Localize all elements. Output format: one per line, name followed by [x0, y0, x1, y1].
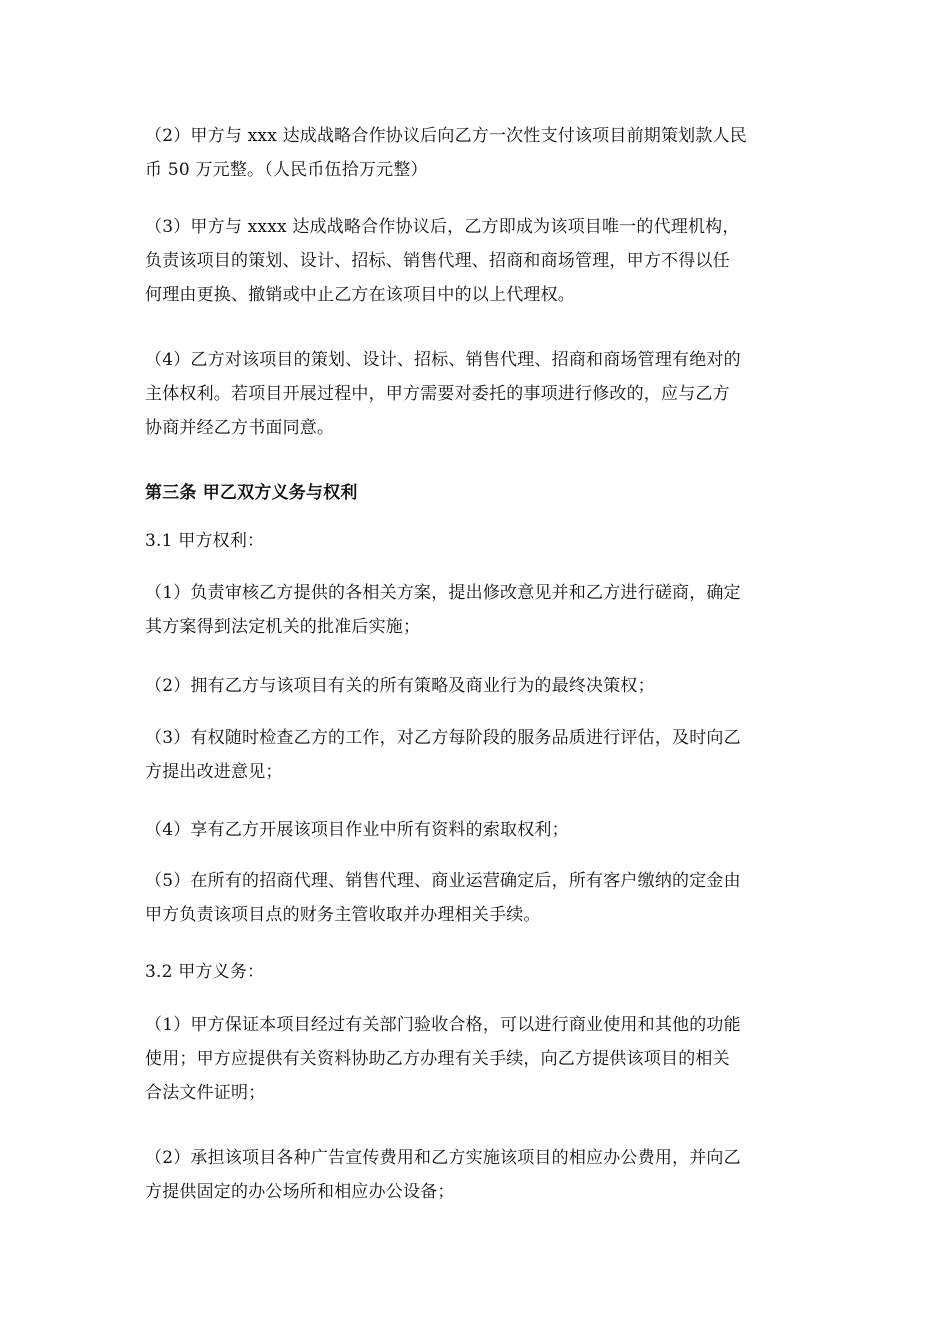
- text-line: （4）乙方对该项目的策划、设计、招标、销售代理、招商和商场管理有绝对的: [145, 350, 741, 370]
- text-line: （1）甲方保证本项目经过有关部门验收合格，可以进行商业使用和其他的功能: [145, 1015, 741, 1035]
- text-line: 何理由更换、撤销或中止乙方在该项目中的以上代理权。: [145, 285, 575, 305]
- text-line: （5）在所有的招商代理、销售代理、商业运营确定后，所有客户缴纳的定金由: [145, 871, 741, 891]
- text-line: 方提供固定的办公场所和相应办公设备；: [145, 1182, 455, 1202]
- clause-3-1-item-4: [145, 813, 810, 847]
- text-line: （1）负责审核乙方提供的各相关方案，提出修改意见并和乙方进行磋商，确定: [145, 583, 741, 603]
- text-line: 负责该项目的策划、设计、招标、销售代理、招商和商场管理，甲方不得以任: [145, 251, 730, 271]
- text-line: 其方案得到法定机关的批准后实施；: [145, 617, 421, 637]
- paragraph-3-exclusive-agency: [145, 210, 810, 312]
- text-line: （2）承担该项目各种广告宣传费用和乙方实施该项目的相应办公费用，并向乙: [145, 1148, 741, 1168]
- text-line: （4）享有乙方开展该项目作业中所有资料的索取权利；: [145, 820, 569, 840]
- subsection-3-2-heading: [145, 955, 810, 989]
- text-line: 方提出改进意见；: [145, 762, 283, 782]
- paragraph-2-payment: [145, 119, 810, 187]
- text-line: 协商并经乙方书面同意。: [145, 418, 335, 438]
- text-line: （3）甲方与 xxxx 达成战略合作协议后，乙方即成为该项目唯一的代理机构，: [145, 217, 740, 237]
- paragraph-4-principal-rights: [145, 343, 810, 445]
- clause-3-2-item-2: [145, 1141, 810, 1209]
- clause-3-2-item-1: [145, 1008, 810, 1110]
- text-line: 合法文件证明；: [145, 1083, 266, 1103]
- text-line: 币 50 万元整。（人民币伍拾万元整）: [145, 160, 428, 180]
- section-heading: 第三条 甲乙双方义务与权利: [145, 483, 358, 503]
- clause-3-1-item-3: [145, 721, 810, 789]
- text-line: （2）甲方与 xxx 达成战略合作协议后向乙方一次性支付该项目前期策划款人民: [145, 126, 747, 146]
- clause-3-1-item-5: [145, 864, 810, 932]
- subsection-3-1-heading: [145, 524, 810, 558]
- text-line: 甲方负责该项目点的财务主管收取并办理相关手续。: [145, 905, 541, 925]
- text-line: （3）有权随时检查乙方的工作，对乙方每阶段的服务品质进行评估，及时向乙: [145, 728, 741, 748]
- subsection-heading: 3.2 甲方义务：: [145, 962, 265, 982]
- article-3-heading: [145, 476, 810, 510]
- text-line: 主体权利。若项目开展过程中，甲方需要对委托的事项进行修改的，应与乙方: [145, 384, 730, 404]
- text-line: （2）拥有乙方与该项目有关的所有策略及商业行为的最终决策权；: [145, 676, 655, 696]
- clause-3-1-item-2: [145, 669, 810, 703]
- text-line: 使用；甲方应提供有关资料协助乙方办理有关手续，向乙方提供该项目的相关: [145, 1049, 730, 1069]
- subsection-heading: 3.1 甲方权利：: [145, 531, 265, 551]
- clause-3-1-item-1: [145, 576, 810, 644]
